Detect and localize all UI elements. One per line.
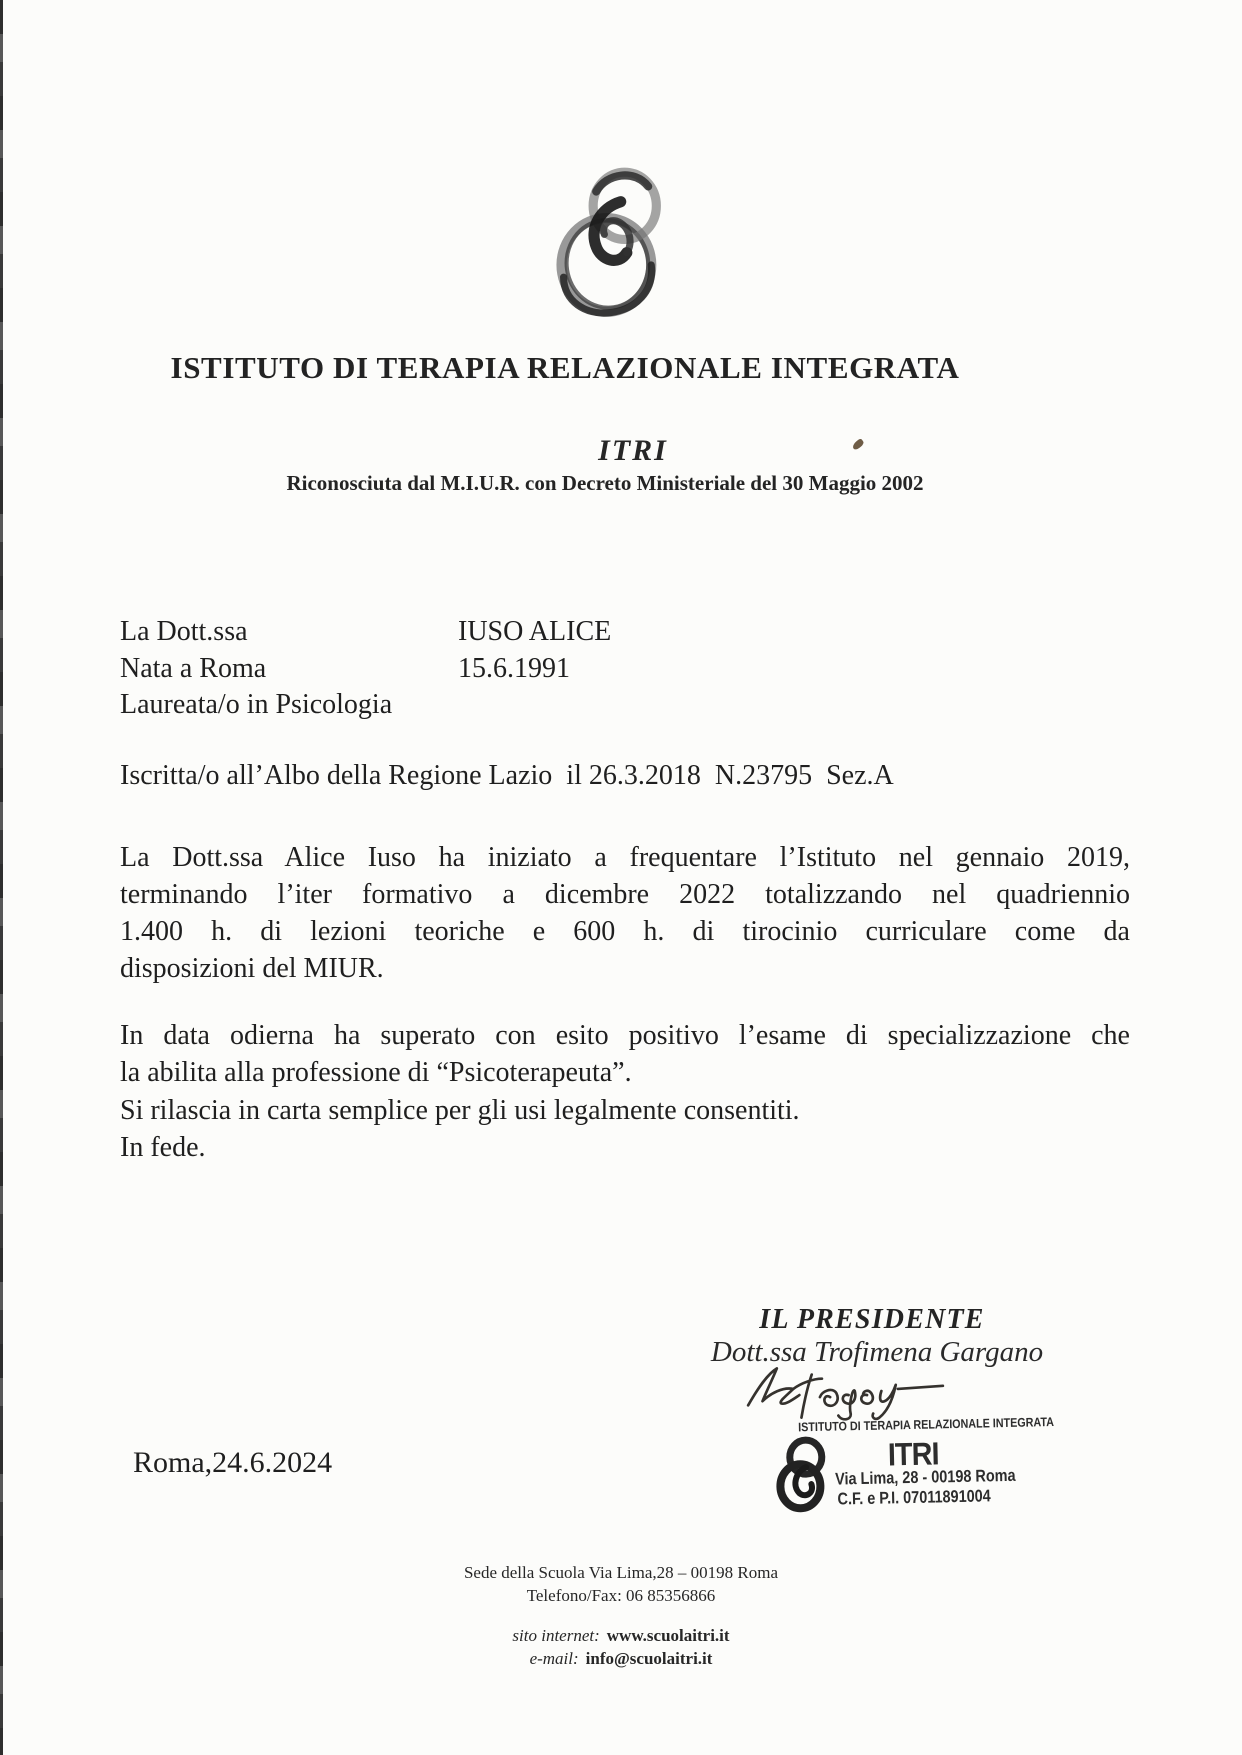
body-line: 1.400 h. di lezioni teoriche e 600 h. di tirocinio curriculare come da [120, 916, 1130, 947]
stamp-institute-line: ISTITUTO DI TERAPIA RELAZIONALE INTEGRATA [798, 1414, 1055, 1435]
stamp-address: Via Lima, 28 - 00198 Roma [834, 1465, 1016, 1489]
body-line: La Dott.ssa Alice Iuso ha iniziato a frequentare l’Istituto nel gennaio 2019, [120, 842, 1130, 873]
body-line: In data odierna ha superato con esito positivo l’esame di specializzazione che [120, 1020, 1130, 1051]
stamp-logo-icon [774, 1434, 830, 1515]
recipient-row-value: IUSO ALICE [458, 616, 612, 647]
footer-address: Sede della Scuola Via Lima,28 – 00198 Roma [463, 1563, 779, 1582]
registration-line: Iscritta/o all’Albo della Regione Lazio il 26.3.2018 N.23795 Sez.A [120, 760, 894, 791]
stamp-acronym: ITRI [887, 1435, 940, 1473]
footer-email [0, 1649, 1242, 1669]
body-paragraph-2 [120, 1017, 1130, 1167]
institute-stamp [774, 1413, 1055, 1519]
body-line: terminando l’iter formativo a dicembre 2022 totalizzando nel quadriennio [120, 879, 1130, 910]
president-signature [742, 1360, 947, 1424]
president-name: Dott.ssa Trofimena Gargano [710, 1336, 1044, 1368]
footer-website-value: www.scuolaitri.it [606, 1626, 730, 1645]
body-line: Si rilascia in carta semplice per gli usi legalmente consentiti. [120, 1094, 800, 1126]
footer-website [0, 1626, 1242, 1646]
body-line: la abilita alla professione di “Psicoterapeuta”. [120, 1057, 632, 1089]
date-line: Roma,24.6.2024 [133, 1446, 333, 1479]
ink-speck [851, 438, 865, 451]
recipient-row-value: 15.6.1991 [458, 652, 570, 684]
body-line: In fede. [120, 1132, 206, 1164]
stamp-fiscal-code: C.F. e P.I. 07011891004 [837, 1486, 991, 1509]
footer-website-label: sito internet: [512, 1626, 600, 1645]
recipient-row [120, 616, 611, 653]
recipient-row-label: La Dott.ssa [120, 616, 248, 647]
footer-email-value: info@scuolaitri.it [585, 1649, 713, 1668]
footer-phone: Telefono/Fax: 06 85356866 [526, 1586, 716, 1605]
body-paragraph-1 [120, 839, 1130, 987]
body-line: disposizioni del MIUR. [120, 953, 384, 984]
scan-edge-artifact [0, 0, 3, 1755]
recipient-row-label: Laureata/o in Psicologia [120, 689, 393, 720]
recognition-line: Riconosciuta dal M.I.U.R. con Decreto Ministeriale del 30 Maggio 2002 [286, 471, 924, 495]
president-title: IL PRESIDENTE [759, 1304, 985, 1335]
institute-acronym: ITRI [598, 434, 668, 467]
recipient-row-label: Nata a Roma [120, 652, 267, 684]
institute-name-title: ISTITUTO DI TERAPIA RELAZIONALE INTEGRATA [170, 350, 960, 385]
recipient-details [120, 616, 611, 726]
footer-email-label: e-mail: [529, 1649, 579, 1668]
recipient-row [120, 689, 611, 726]
institute-logo-icon [553, 163, 671, 321]
recipient-row [120, 653, 611, 690]
